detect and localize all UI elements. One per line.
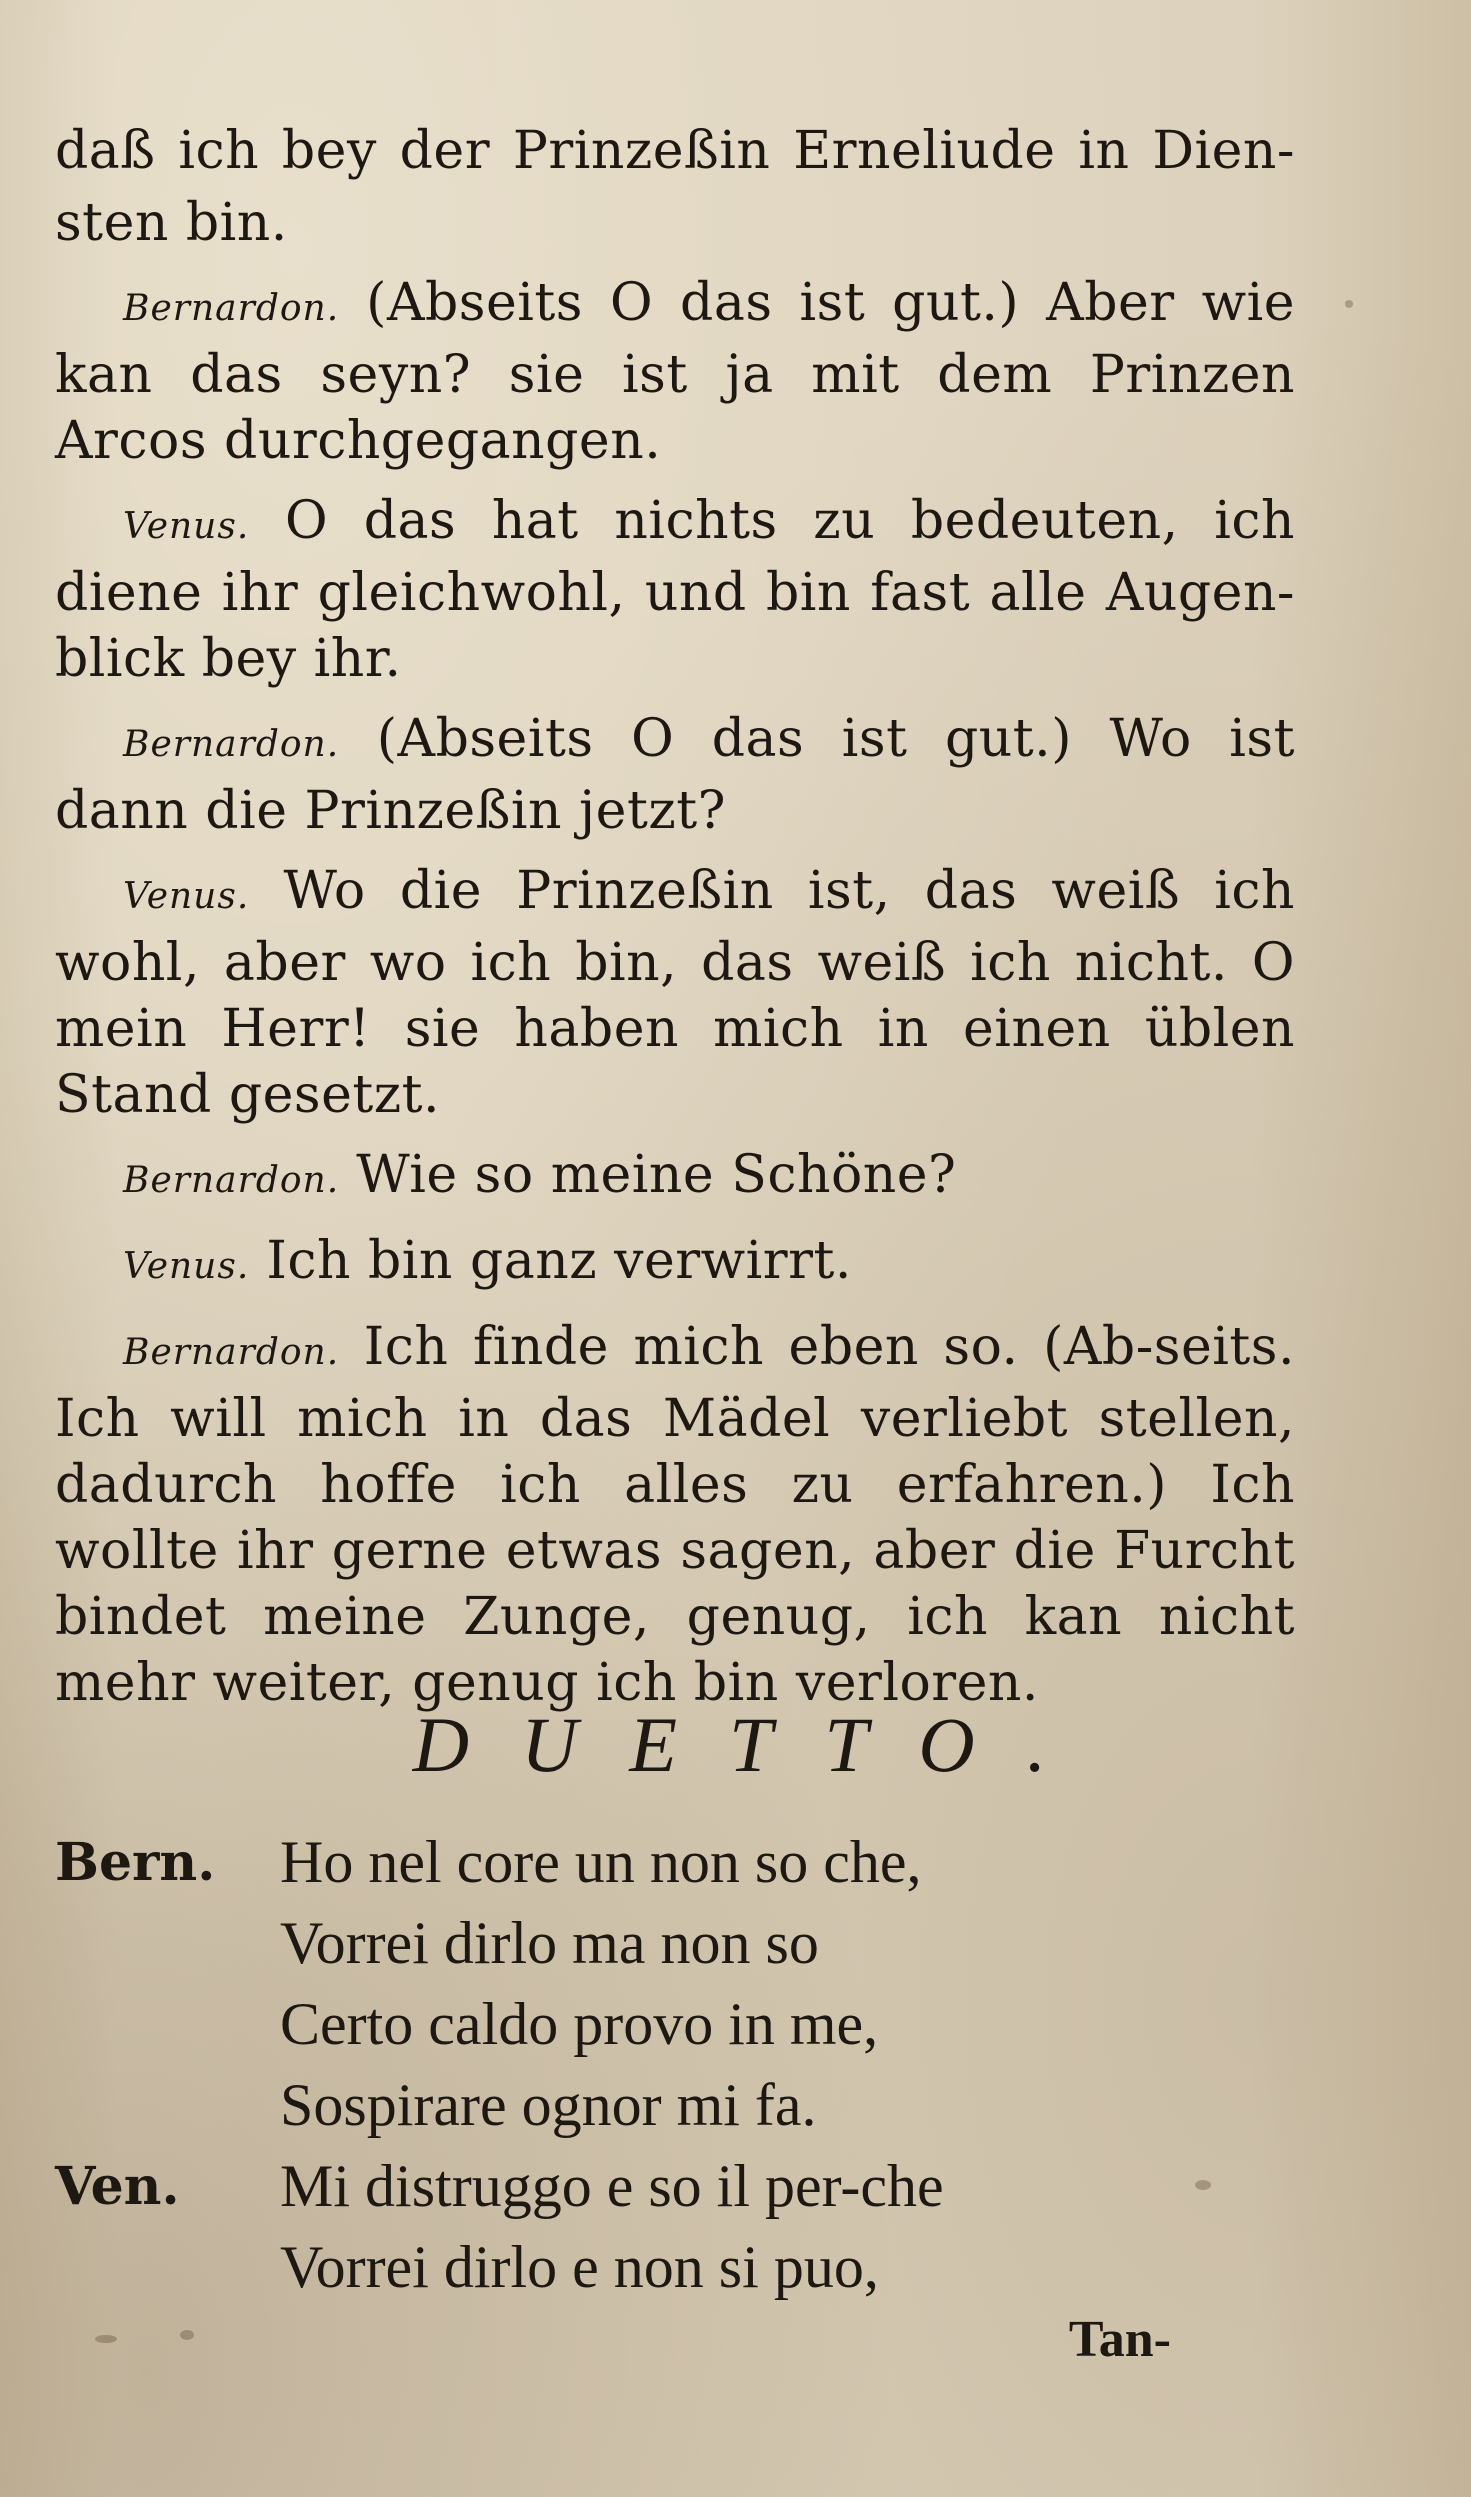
- verse-line: [55, 2227, 1295, 2308]
- paragraph-text: (Abseits O das ist gut.) Aber wie kan das seyn? sie ist ja mit dem Prinzen Arcos durchgegangen.: [55, 273, 1296, 471]
- verse-line: [55, 2065, 1295, 2146]
- verse-role: [55, 1984, 280, 2065]
- ink-spot: [180, 2330, 194, 2340]
- paragraph-text: Wie so meine Schöne?: [356, 1145, 957, 1205]
- catchword: Tan-: [1068, 2311, 1171, 2368]
- verse-text: Sospirare ognor mi fa.: [280, 2072, 817, 2138]
- verse-text: Mi distruggo e so il per-che: [280, 2153, 944, 2219]
- verse-line: [55, 1984, 1295, 2065]
- verse-role: [55, 2065, 280, 2146]
- verse-text: Ho nel core un non so che,: [280, 1829, 922, 1895]
- paragraph: [55, 706, 1295, 844]
- verse-role: Bern.: [55, 1832, 216, 1893]
- verse-text: Certo caldo provo in me,: [280, 1991, 879, 2057]
- paragraph: [55, 1314, 1295, 1716]
- paragraph: [55, 270, 1295, 474]
- verse-text: Vorrei dirlo e non si puo,: [280, 2234, 879, 2300]
- verse-text: Vorrei dirlo ma non so: [280, 1910, 819, 1976]
- verse-block: [55, 1822, 1295, 2308]
- paragraph-text: Ich finde mich eben so. (Ab-seits. Ich will mich in das Mädel verliebt stellen, dadurch hoffe ich alles zu erfahren.) Ich wollte ihr gerne etwas sagen, aber die Furcht bindet meine Zunge, genug, ich kan nicht mehr weiter, genug ich bin verloren.: [55, 1317, 1295, 1713]
- paragraph-text: Ich bin ganz verwirrt.: [266, 1231, 852, 1291]
- speaker-name: Bernardon.: [123, 288, 340, 329]
- speaker-name: Venus.: [123, 876, 250, 917]
- ink-spot: [95, 2335, 117, 2343]
- section-heading: DUETTO.: [412, 1701, 1099, 1788]
- speaker-name: Venus.: [123, 1246, 250, 1287]
- paragraph-text: daß ich bey der Prinzeßin Erneliude in Dien-sten bin.: [55, 121, 1295, 253]
- speaker-name: Bernardon.: [123, 1332, 340, 1373]
- paragraph: [55, 1228, 1295, 1300]
- paragraph-text: O das hat nichts zu bedeuten, ich diene ihr gleichwohl, und bin fast alle Augen-blick bey ihr.: [55, 491, 1295, 689]
- paragraph: [55, 1142, 1295, 1214]
- verse-line: [55, 2146, 1295, 2227]
- verse-line: [55, 1903, 1295, 1984]
- prose-block: [55, 118, 1295, 1730]
- paragraph-text: Wo die Prinzeßin ist, das weiß ich wohl, aber wo ich bin, das weiß ich nicht. O mein Herr! sie haben mich in einen üblen Stand gesetzt.: [55, 861, 1295, 1125]
- speaker-name: Bernardon.: [123, 1160, 340, 1201]
- verse-role: [55, 2227, 280, 2308]
- speaker-name: Venus.: [123, 506, 250, 547]
- paragraph: [55, 858, 1295, 1128]
- verse-role: [55, 1903, 280, 1984]
- verse-role: Ven.: [55, 2156, 180, 2217]
- paragraph: [55, 488, 1295, 692]
- speaker-name: Bernardon.: [123, 724, 340, 765]
- ink-spot: [1345, 300, 1353, 308]
- paragraph: [55, 118, 1295, 256]
- paragraph-text: (Abseits O das ist gut.) Wo ist dann die Prinzeßin jetzt?: [55, 709, 1295, 841]
- verse-line: [55, 1822, 1295, 1903]
